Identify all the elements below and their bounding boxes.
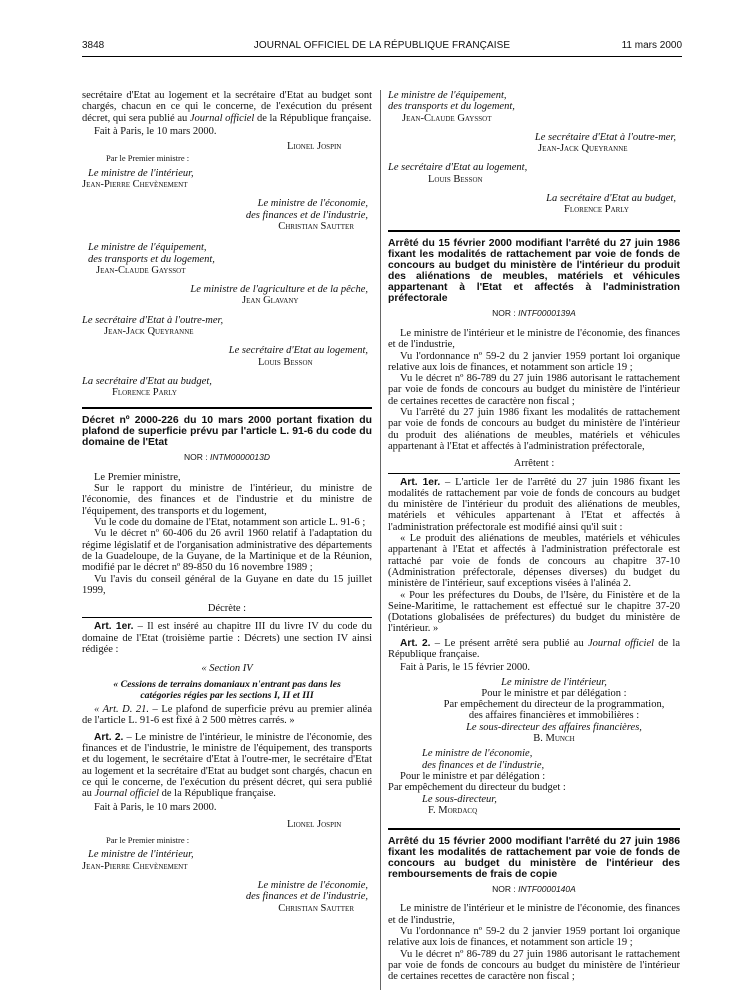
signatory-name: Louis Besson xyxy=(258,356,313,368)
article-1: Art. 1er. – L'article 1er de l'arrêté du 27 juin 1986 fixant les modalités de rattachement par voie de fonds de concours au budget du ministère de l'intérieur du produit des aliénations de meubles, matériels et véhicules appartenant à l'Etat et affectés à l'administration préfectorale est modifié ainsi qu'il suit : xyxy=(388,476,680,533)
signature-line: Pour le ministre et par délégation : xyxy=(481,687,627,699)
arrete-2-nor: NOR : INTF0000140A xyxy=(492,884,576,895)
signatory-name: Christian Sautter xyxy=(278,902,354,914)
visa-paragraph: Le ministre de l'intérieur et le ministre de l'économie, des finances et de l'industrie, xyxy=(388,903,680,926)
signatory-title: La secrétaire d'Etat au budget, xyxy=(546,193,676,205)
signature-line: Le sous-directeur des affaires financières, xyxy=(466,721,642,733)
article-d21: « Art. D. 21. – Le plafond de superficie prévu au premier alinéa de l'article L. 91-6 est fixé à 2 500 mètres carrés. » xyxy=(82,704,372,727)
signatory-title: des finances et de l'industrie, xyxy=(245,209,368,221)
signatory-title: Le ministre de l'agriculture et de la pêche, xyxy=(190,284,368,296)
section-separator xyxy=(388,828,680,830)
fait-line: Fait à Paris, le 15 février 2000. xyxy=(400,662,531,674)
page-header xyxy=(82,40,682,56)
signatory-name: F. Mordacq xyxy=(428,804,478,816)
signature-line: des affaires financières et immobilières : xyxy=(468,710,640,722)
section-subheading: « Cessions de terrains domaniaux n'entrant pas dans les catégories régies par les sections I, II et III xyxy=(113,678,341,701)
section-separator xyxy=(82,407,372,409)
signatory-title: des transports et du logement, xyxy=(88,253,215,265)
visa-paragraph: Vu le décret nº 86-789 du 27 juin 1986 autorisant le rattachement par voie de fonds de concours au budget du ministère de l'intérieur de certaines recettes de caractère non fiscal ; xyxy=(388,948,680,983)
visa-paragraph: Vu l'ordonnance nº 59-2 du 2 janvier 1959 portant loi organique relative aux lois de finances, et notamment son article 19 ; xyxy=(388,350,680,373)
signatory-name: Jean-Jack Queyranne xyxy=(104,326,194,338)
decrete-separator xyxy=(82,617,372,618)
visa-paragraph: Sur le rapport du ministre de l'intérieur, du ministre de l'économie, des finances et de l'industrie et du ministre de l'équipement, des transports et du logement, xyxy=(82,483,372,517)
signatory-name: Jean-Jack Queyranne xyxy=(538,143,628,155)
signatory-title: Le ministre de l'intérieur, xyxy=(88,167,194,179)
signature-pm: Lionel Jospin xyxy=(287,141,342,153)
journal-title: JOURNAL OFFICIEL DE LA RÉPUBLIQUE FRANÇAISE xyxy=(253,40,511,51)
signatory-name: Jean-Claude Gayssot xyxy=(402,112,492,124)
signatory-title: Le ministre de l'économie, xyxy=(257,880,368,892)
fait-line: Fait à Paris, le 10 mars 2000. xyxy=(94,801,217,813)
signatory-name: Jean Glavany xyxy=(242,295,299,307)
section-separator xyxy=(388,230,680,232)
article-1: Art. 1er. – Il est inséré au chapitre III du livre IV du code du domaine de l'Etat (troisième partie : Décrets) une section IV ainsi rédigée : xyxy=(82,621,372,655)
signatory-name: Florence Parly xyxy=(112,387,177,399)
signatory-name: Florence Parly xyxy=(564,204,629,216)
signature-line: Le ministre de l'intérieur, xyxy=(501,676,607,688)
visa-paragraph: Vu l'avis du conseil général de la Guyane en date du 15 juillet 1999, xyxy=(82,573,372,596)
signature-line: Par empêchement du directeur du budget : xyxy=(388,782,566,794)
visa-paragraph: Vu l'ordonnance nº 59-2 du 2 janvier 1959 portant loi organique relative aux lois de finances, et notamment son article 19 ; xyxy=(388,926,680,949)
quoted-paragraph: « Le produit des aliénations de meubles, matériels et véhicules appartenant à l'Etat et affectés à l'administration préfectorale est rattaché par voie de fonds de concours au chapitre 37-10 (Administration préfectorale, dépenses diverses) du budget du ministère de l'intérieur, sauf exceptions visées à l'alinéa 2. xyxy=(388,533,680,590)
premier-ministre-line: Le Premier ministre, xyxy=(94,471,181,483)
decret-title: Décret nº 2000-226 du 10 mars 2000 portant fixation du plafond de superficie prévu par l'article L. 91-6 du code du domaine de l'Etat xyxy=(82,414,372,448)
signatory-title: Le ministre de l'intérieur, xyxy=(88,849,194,861)
par-premier-ministre: Par le Premier ministre : xyxy=(106,153,190,164)
visa-paragraph: Vu l'arrêté du 27 juin 1986 fixant les modalités de rattachement par voie de fonds de concours au budget du ministère de l'intérieur du produit des aliénations de meubles, matériels et véhicules appartenant à l'Etat et affectés à l'administration préfectorale, xyxy=(388,407,680,452)
arrete-1-title: Arrêté du 15 février 2000 modifiant l'arrêté du 27 juin 1986 fixant les modalités de rattachement par voie de fonds de concours au budget du ministère de l'intérieur du produit des aliénations de meubles, matériels et véhicules appartenant à l'Etat et affectés à l'administration préfectorale xyxy=(388,237,680,304)
arrete-2-title: Arrêté du 15 février 2000 modifiant l'arrêté du 27 juin 1986 fixant les modalités de rattachement par voie de fonds de concours au budget du ministère de l'intérieur des remboursements de frais de copie xyxy=(388,836,680,881)
signatory-title: Le ministre de l'équipement, xyxy=(88,242,207,254)
column-divider xyxy=(380,90,381,990)
quoted-paragraph: « Pour les préfectures du Doubs, de l'Isère, du Finistère et de la Seine-Maritime, le rattachement est effectué sur le chapitre 37-20 (Dotations globalisées de préfectures) du budget du ministère de l'intérieur. » xyxy=(388,589,680,635)
visa-paragraph: Le ministre de l'intérieur et le ministre de l'économie, des finances et de l'industrie, xyxy=(388,327,680,351)
visa-paragraph: Vu le décret nº 86-789 du 27 juin 1986 autorisant le rattachement par voie de fonds de concours au budget du ministère de l'intérieur de certaines recettes de caractère non fiscal ; xyxy=(388,373,680,407)
arretent-separator xyxy=(388,473,680,474)
page-number: 3848 xyxy=(82,40,105,51)
decret-nor: NOR : INTM0000013D xyxy=(184,451,270,462)
right-column xyxy=(388,90,680,983)
article-2: Art. 2. – Le présent arrêté sera publié au Journal officiel de la République française. xyxy=(388,637,680,660)
visa-paragraph: Vu le décret nº 60-406 du 26 avril 1960 relatif à l'adaptation du régime législatif et de l'organisation administrative des départements de la Guadeloupe, de la Guyane, de la Martinique et de la Réunion, modifié par le décret nº 89-850 du 16 novembre 1989 ; xyxy=(82,528,372,574)
signatory-name: Jean-Pierre Chevènement xyxy=(82,860,188,872)
signature-pm: Lionel Jospin xyxy=(287,818,342,830)
signatory-title: Le secrétaire d'Etat au logement, xyxy=(388,162,528,174)
signatory-name: Jean-Claude Gayssot xyxy=(96,264,186,276)
intro-paragraph: secrétaire d'Etat au logement et la secrétaire d'Etat au budget sont chargés, chacun en ce qui le concerne, de l'exécution du présent décret, qui sera publié au Journal officiel de la République française. xyxy=(82,90,372,124)
visa-paragraph: Vu le code du domaine de l'Etat, notamment son article L. 91-6 ; xyxy=(94,517,366,529)
signatory-name: B. Munch xyxy=(533,733,575,745)
signatory-name: Christian Sautter xyxy=(278,220,354,232)
arretent-line: Arrêtent : xyxy=(513,458,555,470)
signatory-title: Le secrétaire d'Etat à l'outre-mer, xyxy=(534,131,676,143)
signature-line: Le ministre de l'économie, xyxy=(422,748,533,760)
signatory-title: des transports et du logement, xyxy=(388,101,515,113)
signature-line: Pour le ministre et par délégation : xyxy=(400,770,546,782)
signature-line: Par empêchement du directeur de la programmation, xyxy=(443,699,665,711)
signatory-title: La secrétaire d'Etat au budget, xyxy=(82,375,212,387)
fait-line: Fait à Paris, le 10 mars 2000. xyxy=(94,125,217,137)
signatory-title: Le ministre de l'économie, xyxy=(257,198,368,210)
signatory-title: Le secrétaire d'Etat au logement, xyxy=(228,345,368,357)
signature-line: Le sous-directeur, xyxy=(422,793,497,805)
article-2: Art. 2. – Le ministre de l'intérieur, le ministre de l'économie, des finances et de l'industrie, le ministre de l'équipement, des transports et du logement, le secrétaire d'Etat à l'outre-mer, le secrétaire d'Etat au logement et la secrétaire d'Etat au budget sont chargés, chacun en ce qui le concerne, de l'exécution du présent décret, qui sera publié au Journal officiel de la République française. xyxy=(82,731,372,800)
decrete-line: Décrète : xyxy=(207,603,247,615)
signatory-title: Le ministre de l'équipement, xyxy=(388,90,507,101)
left-column xyxy=(82,90,372,914)
signature-line: des finances et de l'industrie, xyxy=(422,759,545,771)
signatory-name: Jean-Pierre Chevènement xyxy=(82,179,188,191)
signatory-name: Louis Besson xyxy=(428,173,483,185)
arrete-1-nor: NOR : INTF0000139A xyxy=(492,307,576,318)
signatory-title: des finances et de l'industrie, xyxy=(245,891,368,903)
section-heading: « Section IV xyxy=(201,663,253,675)
header-rule xyxy=(82,56,682,57)
signatory-title: Le secrétaire d'Etat à l'outre-mer, xyxy=(82,314,224,326)
par-premier-ministre: Par le Premier ministre : xyxy=(106,835,190,846)
issue-date: 11 mars 2000 xyxy=(621,40,682,51)
